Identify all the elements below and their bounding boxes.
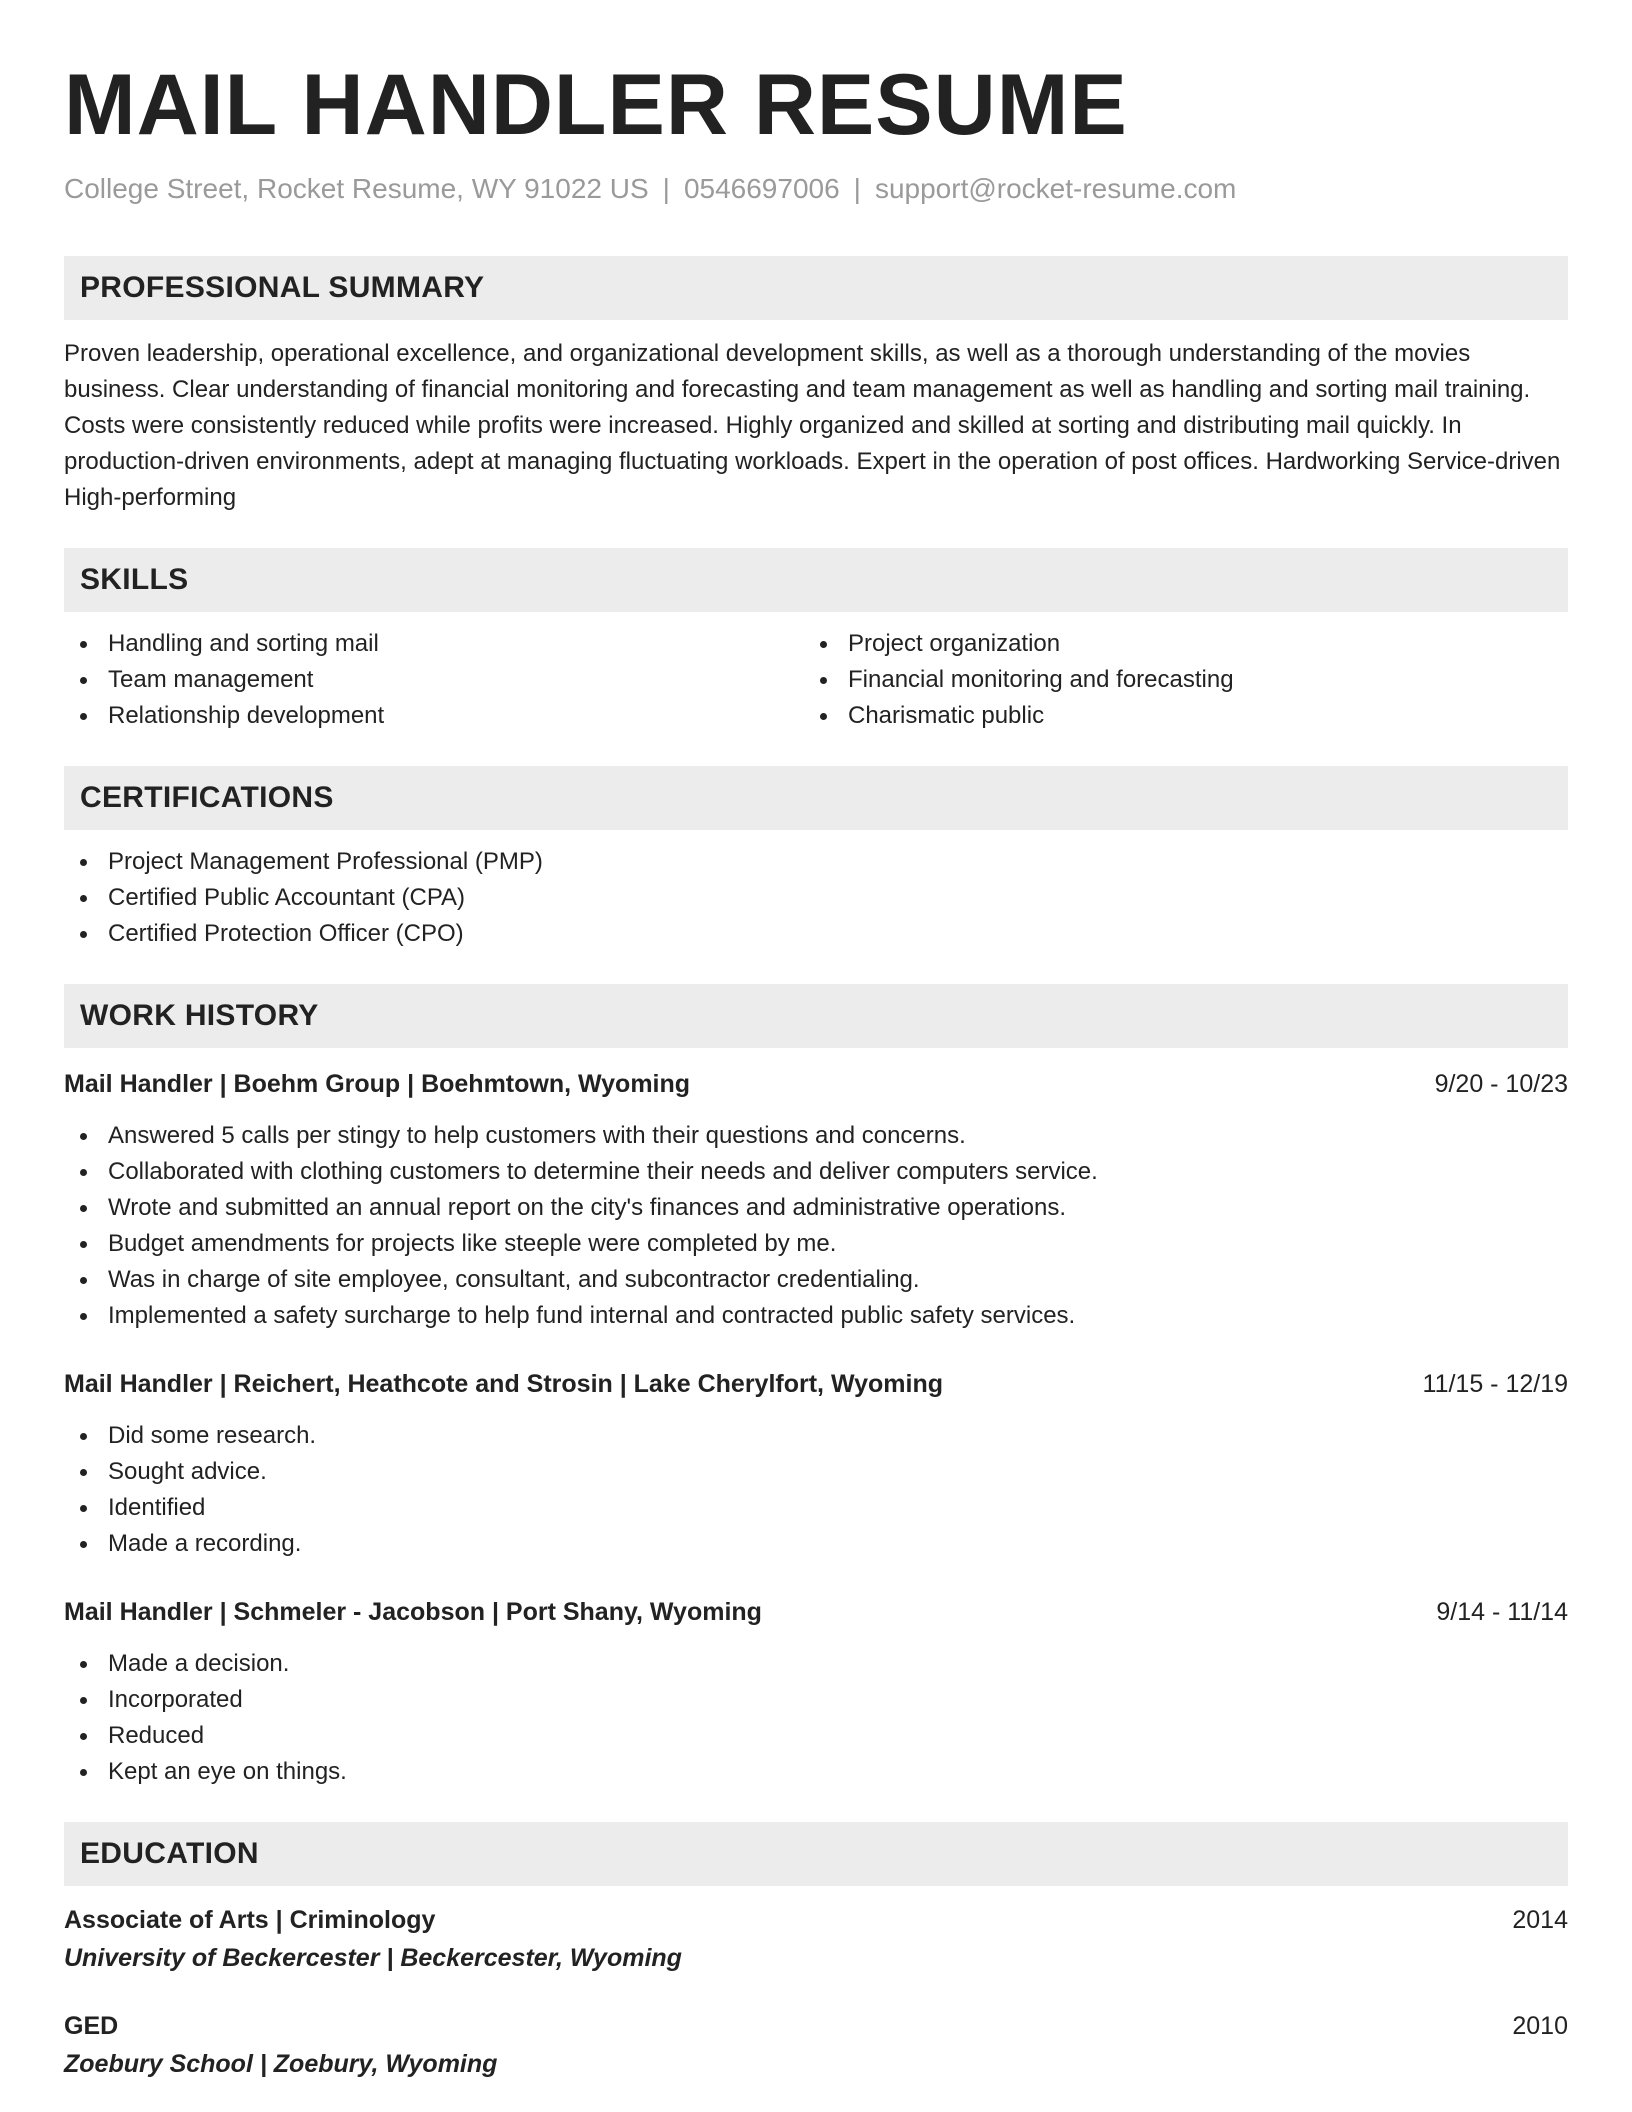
job-bullet: Did some research.	[64, 1418, 1568, 1454]
education-year: 2010	[1512, 2011, 1568, 2040]
job-bullet: Identified	[64, 1490, 1568, 1526]
skill-item: Financial monitoring and forecasting	[804, 662, 1544, 698]
job-bullet: Sought advice.	[64, 1454, 1568, 1490]
job-bullet: Wrote and submitted an annual report on the city's finances and administrative operations.	[64, 1190, 1568, 1226]
job-bullet: Incorporated	[64, 1682, 1568, 1718]
job-bullet: Made a recording.	[64, 1526, 1568, 1562]
job-heading-row	[64, 1066, 1568, 1102]
education-school: University of Beckercester | Beckercester, Wyoming	[64, 1943, 682, 1972]
education-degree: Associate of Arts | Criminology	[64, 1905, 436, 1934]
education-heading-row	[64, 1902, 1568, 1938]
skill-item: Relationship development	[64, 698, 804, 734]
job-bullet: Kept an eye on things.	[64, 1754, 1568, 1790]
contact-separator: |	[853, 173, 861, 204]
job-entry	[64, 1594, 1568, 1790]
skill-item: Charismatic public	[804, 698, 1544, 734]
skills-list-left	[64, 626, 804, 734]
section-header-education: EDUCATION	[64, 1822, 1568, 1886]
job-bullet: Answered 5 calls per stingy to help customers with their questions and concerns.	[64, 1118, 1568, 1154]
job-bullet: Budget amendments for projects like steeple were completed by me.	[64, 1226, 1568, 1262]
section-header-work-history: WORK HISTORY	[64, 984, 1568, 1048]
job-bullet: Made a decision.	[64, 1646, 1568, 1682]
education-school: Zoebury School | Zoebury, Wyoming	[64, 2049, 498, 2078]
contact-separator: |	[662, 173, 670, 204]
job-dates: 9/14 - 11/14	[1436, 1597, 1568, 1626]
job-heading-row	[64, 1594, 1568, 1630]
skills-grid	[64, 626, 1568, 734]
contact-email: support@rocket-resume.com	[874, 173, 1237, 204]
job-entry	[64, 1366, 1568, 1562]
education-entry	[64, 1902, 1568, 1978]
job-dates: 9/20 - 10/23	[1434, 1069, 1568, 1098]
section-header-skills: SKILLS	[64, 548, 1568, 612]
contact-line	[64, 172, 1568, 206]
job-heading: Mail Handler | Reichert, Heathcote and Strosin | Lake Cherylfort, Wyoming	[64, 1369, 943, 1398]
certifications-list	[64, 844, 1568, 952]
job-bullets	[64, 1118, 1568, 1334]
skills-list-right	[804, 626, 1544, 734]
job-bullets	[64, 1418, 1568, 1562]
skill-item: Project organization	[804, 626, 1544, 662]
job-bullets	[64, 1646, 1568, 1790]
job-bullet: Reduced	[64, 1718, 1568, 1754]
skill-item: Team management	[64, 662, 804, 698]
skill-item: Handling and sorting mail	[64, 626, 804, 662]
contact-address: College Street, Rocket Resume, WY 91022 US	[64, 173, 649, 204]
education-year: 2014	[1512, 1905, 1568, 1934]
job-bullet: Collaborated with clothing customers to determine their needs and deliver computers service.	[64, 1154, 1568, 1190]
education-heading-row	[64, 2008, 1568, 2044]
job-bullet: Was in charge of site employee, consultant, and subcontractor credentialing.	[64, 1262, 1568, 1298]
job-bullet: Implemented a safety surcharge to help fund internal and contracted public safety services.	[64, 1298, 1568, 1334]
certification-item: Certified Protection Officer (CPO)	[64, 916, 1568, 952]
job-heading: Mail Handler | Boehm Group | Boehmtown, Wyoming	[64, 1069, 691, 1098]
section-header-certifications: CERTIFICATIONS	[64, 766, 1568, 830]
job-heading: Mail Handler | Schmeler - Jacobson | Port Shany, Wyoming	[64, 1597, 762, 1626]
job-dates: 11/15 - 12/19	[1422, 1369, 1568, 1398]
job-heading-row	[64, 1366, 1568, 1402]
job-entry	[64, 1066, 1568, 1334]
contact-phone: 0546697006	[683, 173, 840, 204]
education-entry	[64, 2008, 1568, 2084]
resume-title: MAIL HANDLER RESUME	[64, 57, 1128, 153]
summary-text: Proven leadership, operational excellence, and organizational development skills, as well as a thorough understanding of the movies business. Clear understanding of financial monitoring and forecasting and team management as well as handling and sorting mail training. Costs were consistently reduced while profits were increased. Highly organized and skilled at sorting and distributing mail quickly. In production-driven environments, adept at managing fluctuating workloads. Expert in the operation of post offices. Hardworking Service-driven High-performing	[64, 339, 1561, 511]
education-degree: GED	[64, 2011, 119, 2040]
certification-item: Project Management Professional (PMP)	[64, 844, 1568, 880]
certification-item: Certified Public Accountant (CPA)	[64, 880, 1568, 916]
section-header-summary: PROFESSIONAL SUMMARY	[64, 256, 1568, 320]
